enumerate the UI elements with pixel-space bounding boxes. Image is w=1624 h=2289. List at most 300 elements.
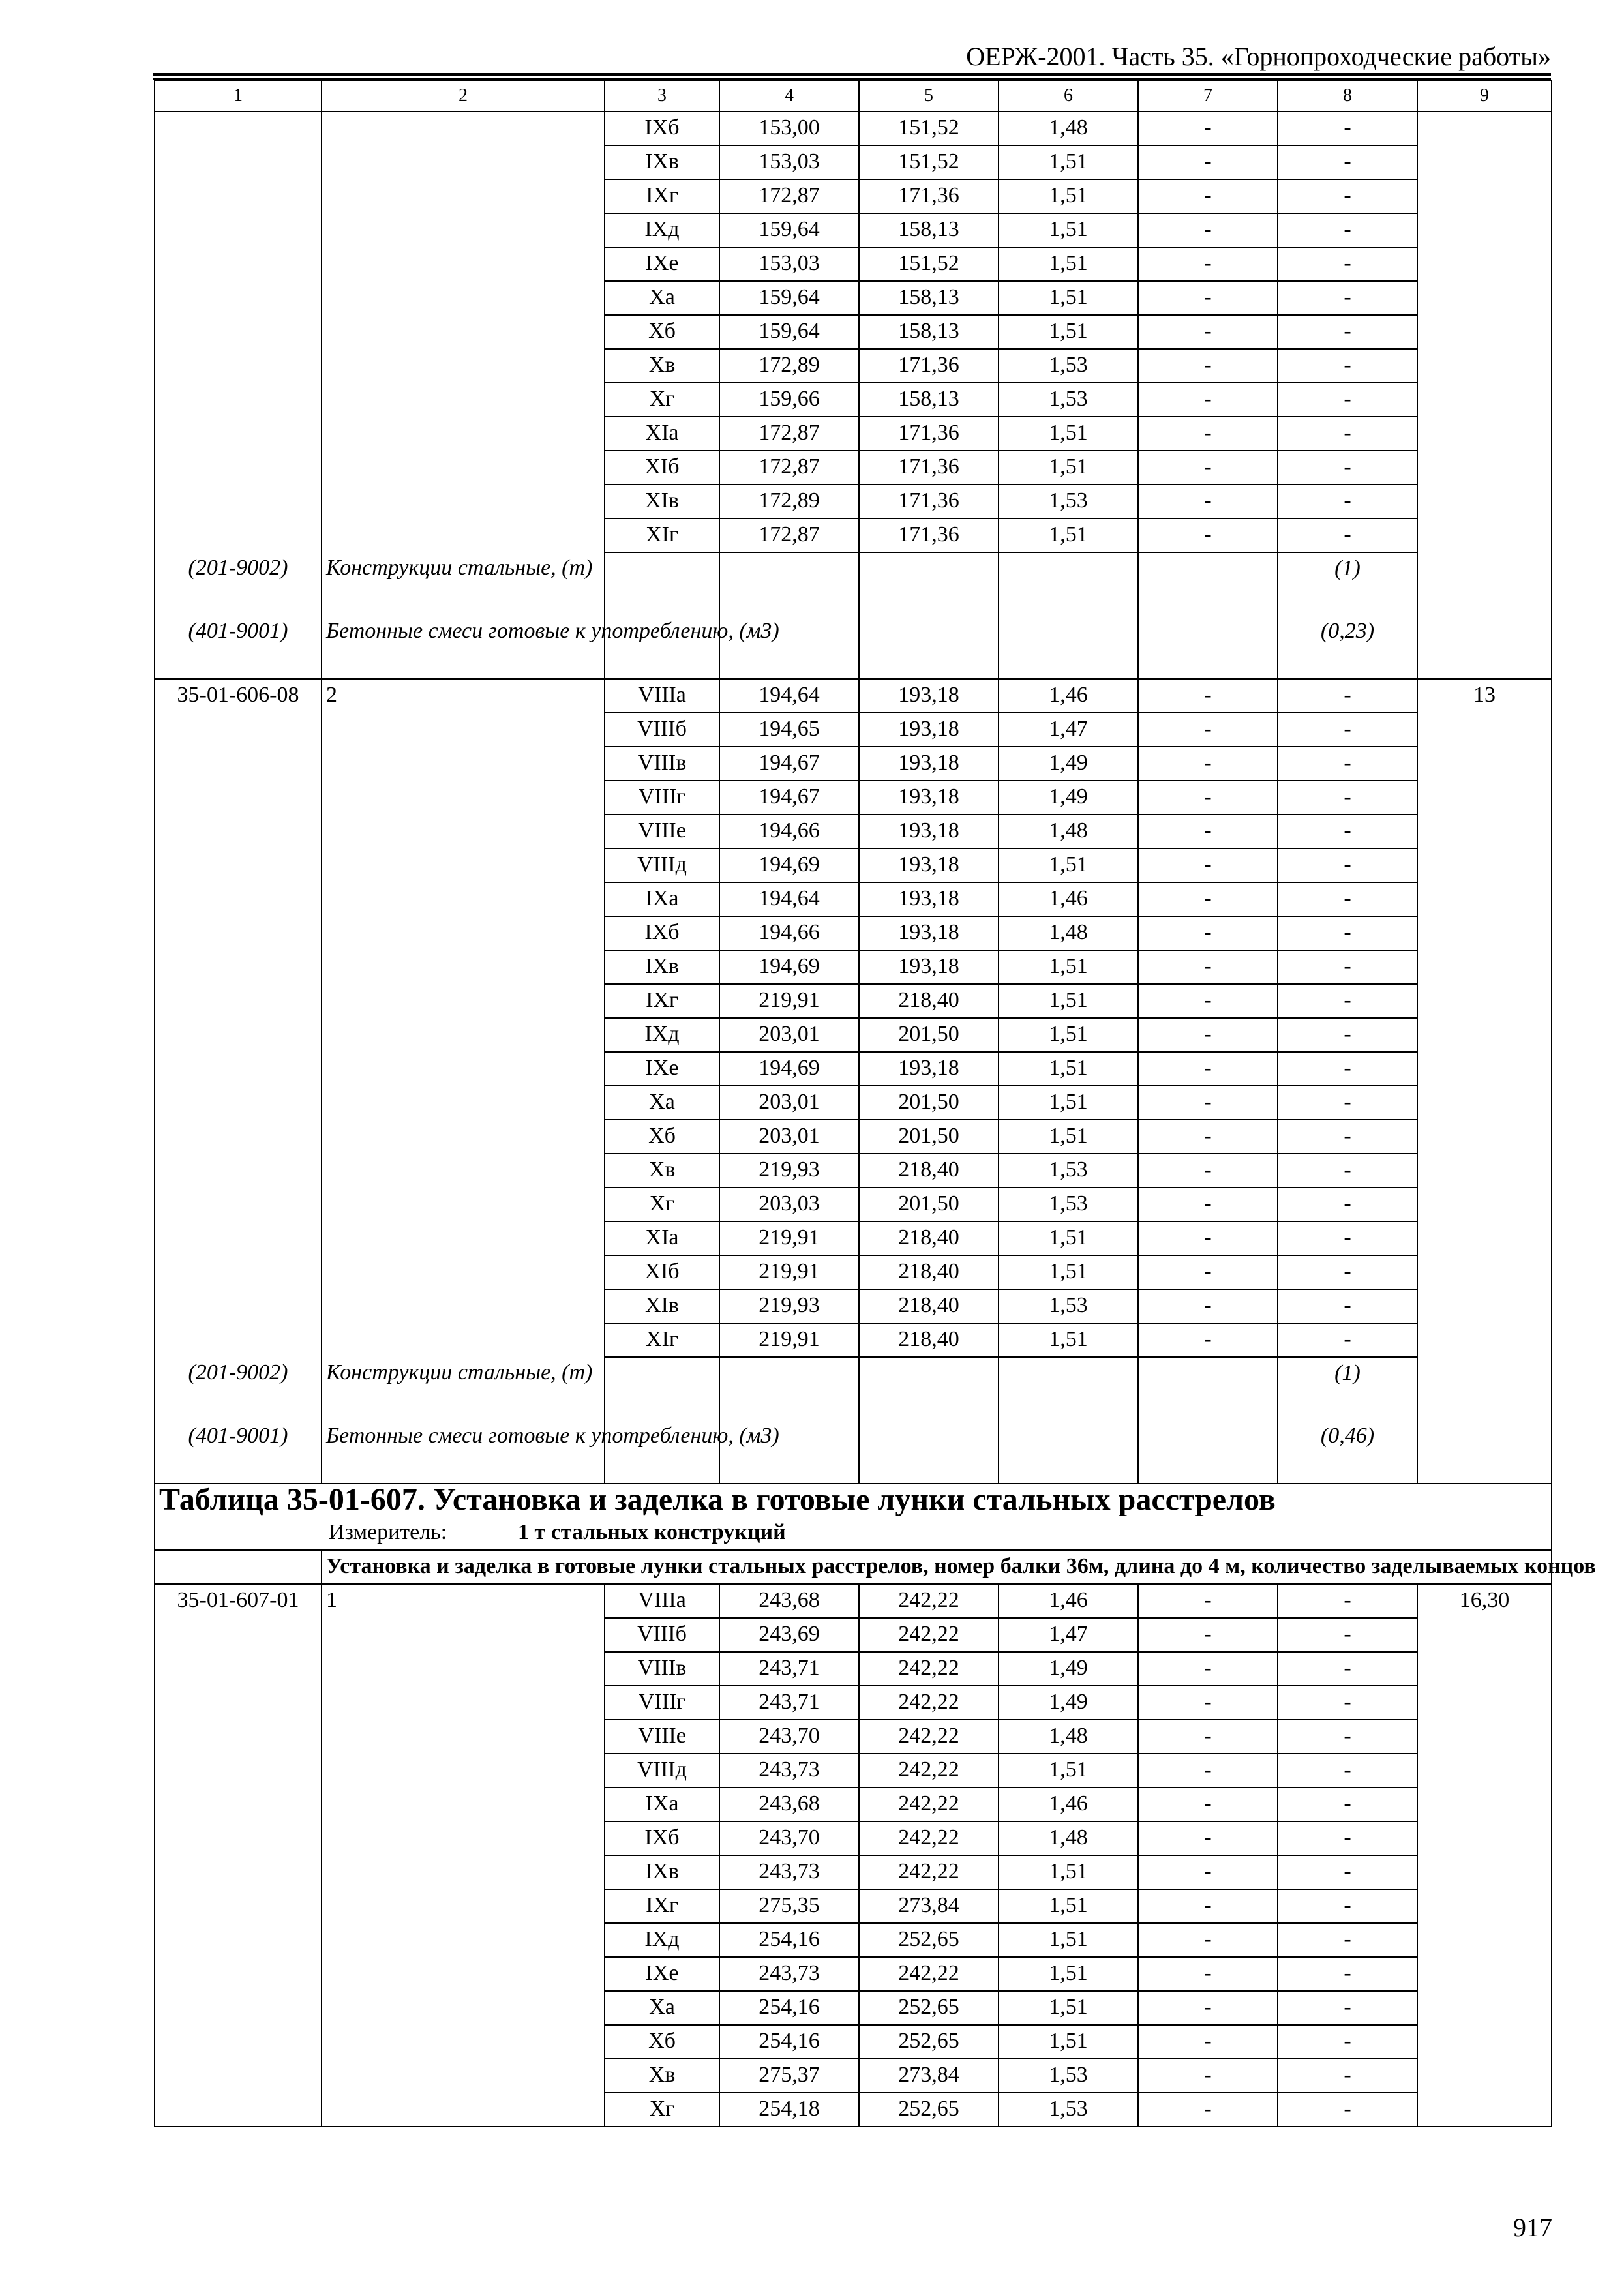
labor-cell <box>1417 1255 1552 1289</box>
page-number: 917 <box>1513 2213 1552 2242</box>
machine-cell: 1,51 <box>999 1255 1138 1289</box>
zone-cell: IXг <box>605 179 719 213</box>
rate-code-cell <box>155 349 322 383</box>
zone-cell: IXд <box>605 213 719 247</box>
materials-cell: - <box>1278 2059 1417 2093</box>
rate-name-cell <box>322 984 605 1018</box>
total-cost-cell: 194,66 <box>719 916 859 950</box>
table-row <box>155 383 1552 417</box>
rate-name-cell: 1 <box>322 1584 605 1618</box>
rate-name-cell <box>322 1323 605 1357</box>
total-cost-cell: 194,65 <box>719 713 859 747</box>
table-row <box>155 2059 1552 2093</box>
materials-cell: - <box>1278 247 1417 281</box>
machine-cell: 1,51 <box>999 451 1138 485</box>
resource-name: Конструкции стальные, (т) <box>322 552 605 616</box>
rate-name-cell <box>322 315 605 349</box>
rate-name-cell <box>322 1018 605 1052</box>
materials-cell: - <box>1278 781 1417 815</box>
wage-cell: 193,18 <box>859 848 999 882</box>
table-row <box>155 1018 1552 1052</box>
materials-cell: - <box>1278 1323 1417 1357</box>
rate-code-cell <box>155 2059 322 2093</box>
driver-wage-cell: - <box>1138 1991 1278 2025</box>
labor-cell <box>1417 518 1552 552</box>
zone-cell: VIIIв <box>605 747 719 781</box>
machine-cell: 1,51 <box>999 2025 1138 2059</box>
table-row <box>155 1323 1552 1357</box>
zone-cell: XIб <box>605 1255 719 1289</box>
machine-cell: 1,49 <box>999 747 1138 781</box>
wage-cell: 242,22 <box>859 1957 999 1991</box>
labor-cell <box>1417 713 1552 747</box>
zone-cell: XIг <box>605 518 719 552</box>
rate-name-cell <box>322 1618 605 1652</box>
empty-cell <box>999 1420 1138 1484</box>
labor-cell <box>1417 145 1552 179</box>
driver-wage-cell: - <box>1138 679 1278 713</box>
driver-wage-cell: - <box>1138 1323 1278 1357</box>
labor-cell <box>1417 882 1552 916</box>
wage-cell: 171,36 <box>859 179 999 213</box>
wage-cell: 218,40 <box>859 1154 999 1188</box>
labor-cell <box>1417 1889 1552 1923</box>
wage-cell: 171,36 <box>859 451 999 485</box>
subheading: Установка и заделка в готовые лунки стальных расстрелов, номер балки 36м, длина до 4 м, количество заделываемых концов <box>322 1550 1552 1584</box>
machine-cell: 1,51 <box>999 1957 1138 1991</box>
rate-code-cell <box>155 1255 322 1289</box>
wage-cell: 242,22 <box>859 1686 999 1720</box>
rate-name-cell <box>322 1720 605 1754</box>
table-row <box>155 247 1552 281</box>
table-row <box>155 485 1552 518</box>
labor-cell <box>1417 281 1552 315</box>
rate-name-cell: 2 <box>322 679 605 713</box>
zone-cell: VIIIе <box>605 815 719 848</box>
labor-cell <box>1417 1991 1552 2025</box>
zone-cell: Xг <box>605 1188 719 1221</box>
total-cost-cell: 219,93 <box>719 1289 859 1323</box>
table-row <box>155 882 1552 916</box>
labor-cell <box>1417 112 1552 145</box>
rate-name-cell <box>322 1255 605 1289</box>
empty-cell <box>859 616 999 679</box>
total-cost-cell: 172,87 <box>719 451 859 485</box>
empty-cell <box>1138 616 1278 679</box>
materials-cell: - <box>1278 713 1417 747</box>
labor-cell <box>1417 1686 1552 1720</box>
empty-cell <box>155 1550 322 1584</box>
resource-code: (201-9002) <box>155 552 322 616</box>
total-cost-cell: 172,87 <box>719 179 859 213</box>
wage-cell: 158,13 <box>859 383 999 417</box>
materials-cell: - <box>1278 1957 1417 1991</box>
rate-code-cell <box>155 1120 322 1154</box>
wage-cell: 193,18 <box>859 882 999 916</box>
total-cost-cell: 243,68 <box>719 1788 859 1821</box>
empty-cell <box>605 1357 719 1420</box>
wage-cell: 218,40 <box>859 984 999 1018</box>
resource-quantity: (0,23) <box>1278 616 1417 679</box>
labor-cell <box>1417 247 1552 281</box>
machine-cell: 1,51 <box>999 213 1138 247</box>
labor-cell <box>1417 2093 1552 2127</box>
labor-cell <box>1417 1221 1552 1255</box>
empty-cell <box>859 1357 999 1420</box>
table-row <box>155 179 1552 213</box>
materials-cell: - <box>1278 1991 1417 2025</box>
driver-wage-cell: - <box>1138 485 1278 518</box>
rate-name-cell <box>322 882 605 916</box>
machine-cell: 1,46 <box>999 1788 1138 1821</box>
total-cost-cell: 254,16 <box>719 1923 859 1957</box>
rate-code-cell <box>155 1086 322 1120</box>
wage-cell: 193,18 <box>859 713 999 747</box>
rate-name-cell <box>322 1957 605 1991</box>
machine-cell: 1,51 <box>999 1889 1138 1923</box>
table-row <box>155 1255 1552 1289</box>
machine-cell: 1,51 <box>999 1086 1138 1120</box>
materials-cell: - <box>1278 815 1417 848</box>
zone-cell: Xг <box>605 383 719 417</box>
rate-name-cell <box>322 383 605 417</box>
zone-cell: XIг <box>605 1323 719 1357</box>
driver-wage-cell: - <box>1138 1754 1278 1788</box>
machine-cell: 1,46 <box>999 1584 1138 1618</box>
column-number: 4 <box>719 80 859 112</box>
labor-cell <box>1417 1652 1552 1686</box>
zone-cell: XIа <box>605 417 719 451</box>
labor-cell <box>1417 2025 1552 2059</box>
rate-code-cell <box>155 1855 322 1889</box>
zone-cell: VIIIа <box>605 679 719 713</box>
wage-cell: 158,13 <box>859 281 999 315</box>
total-cost-cell: 194,67 <box>719 747 859 781</box>
page-header: ОЕРЖ-2001. Часть 35. «Горнопроходческие работы» <box>966 42 1551 71</box>
wage-cell: 171,36 <box>859 349 999 383</box>
table-row <box>155 417 1552 451</box>
driver-wage-cell: - <box>1138 281 1278 315</box>
wage-cell: 201,50 <box>859 1120 999 1154</box>
materials-cell: - <box>1278 1289 1417 1323</box>
resource-name: Бетонные смеси готовые к употреблению, (м3) <box>322 616 605 679</box>
rate-code-cell <box>155 781 322 815</box>
table-row <box>155 1289 1552 1323</box>
total-cost-cell: 203,03 <box>719 1188 859 1221</box>
materials-cell: - <box>1278 1120 1417 1154</box>
materials-cell: - <box>1278 451 1417 485</box>
total-cost-cell: 194,66 <box>719 815 859 848</box>
table-row <box>155 1923 1552 1957</box>
machine-cell: 1,51 <box>999 518 1138 552</box>
machine-cell: 1,51 <box>999 247 1138 281</box>
driver-wage-cell: - <box>1138 145 1278 179</box>
driver-wage-cell: - <box>1138 950 1278 984</box>
materials-cell: - <box>1278 1255 1417 1289</box>
table-row <box>155 1086 1552 1120</box>
driver-wage-cell: - <box>1138 1686 1278 1720</box>
total-cost-cell: 194,64 <box>719 679 859 713</box>
rate-name-cell <box>322 1188 605 1221</box>
labor-cell <box>1417 1188 1552 1221</box>
machine-cell: 1,51 <box>999 1991 1138 2025</box>
labor-cell <box>1417 1821 1552 1855</box>
total-cost-cell: 254,16 <box>719 1991 859 2025</box>
materials-cell: - <box>1278 315 1417 349</box>
materials-cell: - <box>1278 518 1417 552</box>
wage-cell: 218,40 <box>859 1221 999 1255</box>
resource-quantity: (1) <box>1278 1357 1417 1420</box>
rate-code-cell <box>155 1957 322 1991</box>
zone-cell: Xг <box>605 2093 719 2127</box>
resource-row <box>155 552 1552 616</box>
rate-code-cell <box>155 1052 322 1086</box>
zone-cell: IXв <box>605 1855 719 1889</box>
table-row <box>155 747 1552 781</box>
machine-cell: 1,51 <box>999 848 1138 882</box>
labor-cell <box>1417 349 1552 383</box>
materials-cell: - <box>1278 984 1417 1018</box>
total-cost-cell: 254,18 <box>719 2093 859 2127</box>
machine-cell: 1,51 <box>999 984 1138 1018</box>
wage-cell: 171,36 <box>859 417 999 451</box>
rate-code-cell <box>155 1618 322 1652</box>
labor-cell <box>1417 1323 1552 1357</box>
rate-name-cell <box>322 1686 605 1720</box>
labor-cell <box>1417 2059 1552 2093</box>
empty-cell <box>999 1357 1138 1420</box>
total-cost-cell: 219,91 <box>719 1255 859 1289</box>
machine-cell: 1,47 <box>999 1618 1138 1652</box>
total-cost-cell: 243,68 <box>719 1584 859 1618</box>
rate-name-cell <box>322 1652 605 1686</box>
empty-cell <box>719 1357 859 1420</box>
materials-cell: - <box>1278 1221 1417 1255</box>
wage-cell: 158,13 <box>859 315 999 349</box>
rate-name-cell <box>322 485 605 518</box>
machine-cell: 1,51 <box>999 315 1138 349</box>
rate-code-cell <box>155 1720 322 1754</box>
driver-wage-cell: - <box>1138 1618 1278 1652</box>
rate-code-cell <box>155 485 322 518</box>
driver-wage-cell: - <box>1138 383 1278 417</box>
labor-cell <box>1417 315 1552 349</box>
labor-cell <box>1417 1855 1552 1889</box>
machine-cell: 1,48 <box>999 112 1138 145</box>
driver-wage-cell: - <box>1138 848 1278 882</box>
driver-wage-cell: - <box>1138 518 1278 552</box>
zone-cell: IXе <box>605 247 719 281</box>
rate-name-cell <box>322 1889 605 1923</box>
wage-cell: 242,22 <box>859 1652 999 1686</box>
materials-cell: - <box>1278 213 1417 247</box>
total-cost-cell: 194,64 <box>719 882 859 916</box>
wage-cell: 193,18 <box>859 1052 999 1086</box>
zone-cell: IXа <box>605 882 719 916</box>
total-cost-cell: 243,71 <box>719 1652 859 1686</box>
zone-cell: VIIIв <box>605 1652 719 1686</box>
total-cost-cell: 243,73 <box>719 1855 859 1889</box>
driver-wage-cell: - <box>1138 1289 1278 1323</box>
rate-name-cell <box>322 1221 605 1255</box>
rate-name-cell <box>322 112 605 145</box>
rate-name-cell <box>322 747 605 781</box>
rate-code-cell <box>155 950 322 984</box>
rate-code-cell <box>155 281 322 315</box>
rate-code-cell <box>155 882 322 916</box>
materials-cell: - <box>1278 1652 1417 1686</box>
table-row <box>155 315 1552 349</box>
rate-code-cell <box>155 984 322 1018</box>
driver-wage-cell: - <box>1138 916 1278 950</box>
table-row <box>155 1788 1552 1821</box>
rate-code-cell <box>155 1652 322 1686</box>
wage-cell: 193,18 <box>859 950 999 984</box>
table-row <box>155 713 1552 747</box>
total-cost-cell: 203,01 <box>719 1120 859 1154</box>
machine-cell: 1,53 <box>999 2093 1138 2127</box>
table-title: Таблица 35-01-607. Установка и заделка в готовые лунки стальных расстрелов <box>155 1484 1552 1517</box>
wage-cell: 242,22 <box>859 1618 999 1652</box>
labor-cell <box>1417 552 1552 616</box>
rate-name-cell <box>322 145 605 179</box>
labor-cell <box>1417 984 1552 1018</box>
table-row <box>155 145 1552 179</box>
labor-cell <box>1417 781 1552 815</box>
driver-wage-cell: - <box>1138 451 1278 485</box>
rate-name-cell <box>322 815 605 848</box>
total-cost-cell: 203,01 <box>719 1086 859 1120</box>
zone-cell: Xв <box>605 1154 719 1188</box>
empty-cell <box>999 616 1138 679</box>
zone-cell: Xа <box>605 1086 719 1120</box>
driver-wage-cell: - <box>1138 1052 1278 1086</box>
rates-table-body <box>155 80 1596 2127</box>
table-row <box>155 1052 1552 1086</box>
meter-cell <box>155 1517 1552 1550</box>
empty-cell <box>859 552 999 616</box>
wage-cell: 252,65 <box>859 1923 999 1957</box>
driver-wage-cell: - <box>1138 1855 1278 1889</box>
table-row <box>155 1957 1552 1991</box>
total-cost-cell: 159,66 <box>719 383 859 417</box>
materials-cell: - <box>1278 417 1417 451</box>
machine-cell: 1,48 <box>999 1720 1138 1754</box>
total-cost-cell: 194,69 <box>719 848 859 882</box>
rate-name-cell <box>322 417 605 451</box>
zone-cell: IXд <box>605 1923 719 1957</box>
table-title-row <box>155 1484 1552 1517</box>
labor-cell <box>1417 1052 1552 1086</box>
total-cost-cell: 159,64 <box>719 315 859 349</box>
total-cost-cell: 254,16 <box>719 2025 859 2059</box>
table-row <box>155 1821 1552 1855</box>
wage-cell: 193,18 <box>859 781 999 815</box>
zone-cell: IXб <box>605 916 719 950</box>
total-cost-cell: 159,64 <box>719 281 859 315</box>
rate-code-cell <box>155 1923 322 1957</box>
table-row <box>155 1221 1552 1255</box>
machine-cell: 1,53 <box>999 1154 1138 1188</box>
labor-cell <box>1417 451 1552 485</box>
table-row <box>155 112 1552 145</box>
materials-cell: - <box>1278 950 1417 984</box>
driver-wage-cell: - <box>1138 247 1278 281</box>
resource-row <box>155 1420 1552 1484</box>
machine-cell: 1,53 <box>999 349 1138 383</box>
materials-cell: - <box>1278 1855 1417 1889</box>
materials-cell: - <box>1278 1754 1417 1788</box>
rate-name-cell <box>322 1120 605 1154</box>
zone-cell: IXе <box>605 1052 719 1086</box>
table-row <box>155 1652 1552 1686</box>
labor-cell <box>1417 950 1552 984</box>
zone-cell: XIв <box>605 1289 719 1323</box>
wage-cell: 171,36 <box>859 518 999 552</box>
materials-cell: - <box>1278 179 1417 213</box>
wage-cell: 242,22 <box>859 1720 999 1754</box>
labor-cell: 13 <box>1417 679 1552 713</box>
resource-row <box>155 1357 1552 1420</box>
driver-wage-cell: - <box>1138 1120 1278 1154</box>
labor-cell <box>1417 848 1552 882</box>
labor-cell <box>1417 213 1552 247</box>
materials-cell: - <box>1278 1889 1417 1923</box>
zone-cell: VIIIд <box>605 1754 719 1788</box>
machine-cell: 1,51 <box>999 179 1138 213</box>
zone-cell: VIIIа <box>605 1584 719 1618</box>
total-cost-cell: 243,69 <box>719 1618 859 1652</box>
machine-cell: 1,53 <box>999 383 1138 417</box>
wage-cell: 201,50 <box>859 1018 999 1052</box>
header-rule <box>153 73 1551 76</box>
wage-cell: 252,65 <box>859 2025 999 2059</box>
rate-name-cell <box>322 1086 605 1120</box>
rate-name-cell <box>322 179 605 213</box>
rate-code-cell: 35-01-607-01 <box>155 1584 322 1618</box>
rate-code-cell <box>155 1889 322 1923</box>
wage-cell: 242,22 <box>859 1855 999 1889</box>
zone-cell: VIIIе <box>605 1720 719 1754</box>
total-cost-cell: 153,03 <box>719 247 859 281</box>
machine-cell: 1,46 <box>999 882 1138 916</box>
machine-cell: 1,51 <box>999 1855 1138 1889</box>
materials-cell: - <box>1278 485 1417 518</box>
wage-cell: 151,52 <box>859 247 999 281</box>
wage-cell: 201,50 <box>859 1188 999 1221</box>
rate-name-cell <box>322 247 605 281</box>
zone-cell: IXв <box>605 950 719 984</box>
rate-code-cell <box>155 417 322 451</box>
wage-cell: 273,84 <box>859 2059 999 2093</box>
machine-cell: 1,51 <box>999 1018 1138 1052</box>
materials-cell: - <box>1278 1086 1417 1120</box>
zone-cell: XIа <box>605 1221 719 1255</box>
machine-cell: 1,51 <box>999 1923 1138 1957</box>
rate-code-cell <box>155 1754 322 1788</box>
machine-cell: 1,51 <box>999 281 1138 315</box>
zone-cell: XIв <box>605 485 719 518</box>
empty-cell <box>719 552 859 616</box>
column-number: 9 <box>1417 80 1552 112</box>
resource-code: (401-9001) <box>155 616 322 679</box>
labor-cell <box>1417 1754 1552 1788</box>
rate-name-cell <box>322 213 605 247</box>
wage-cell: 218,40 <box>859 1323 999 1357</box>
rate-name-cell <box>322 2059 605 2093</box>
meter-value: 1 т стальных конструкций <box>518 1520 786 1544</box>
rate-name-cell <box>322 1991 605 2025</box>
